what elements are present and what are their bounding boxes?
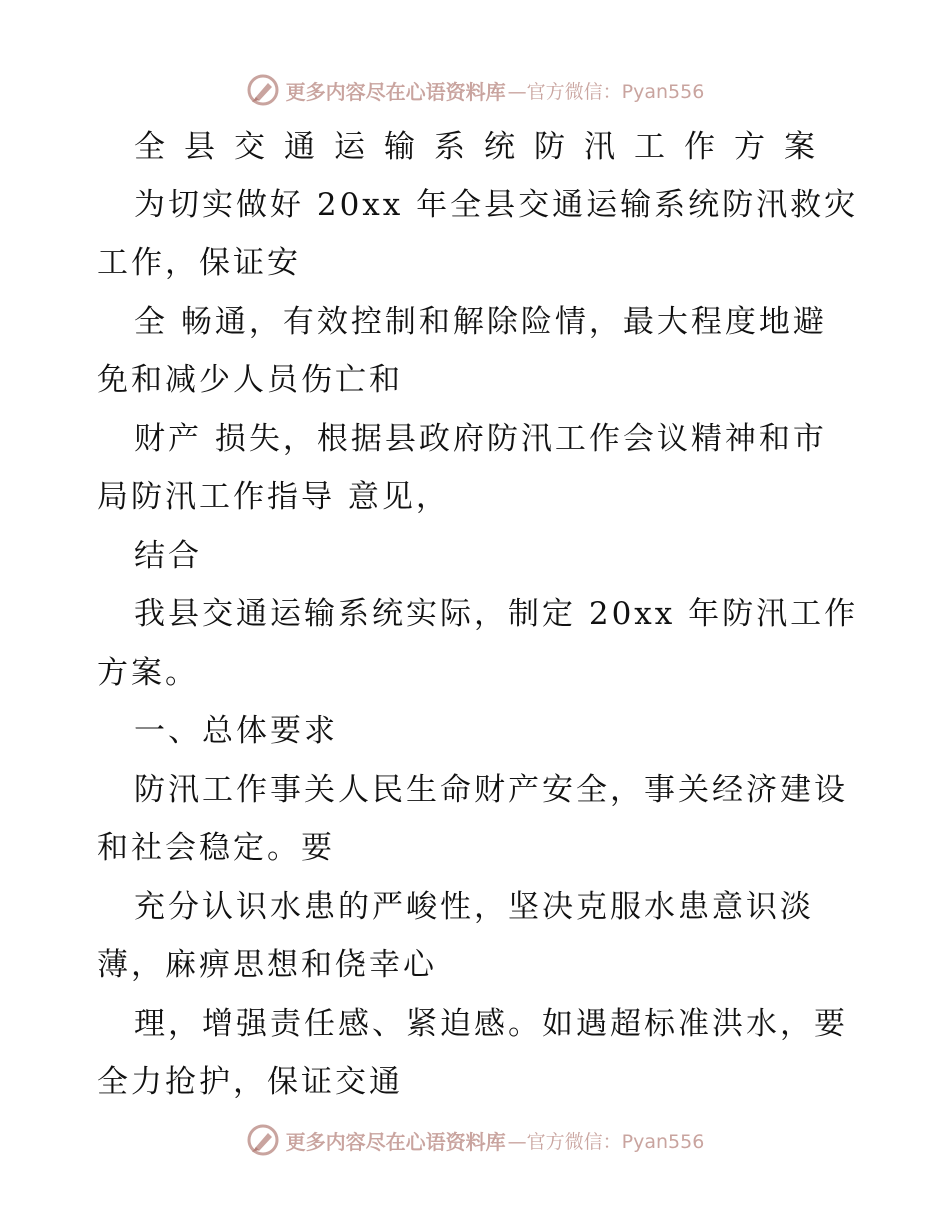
paragraph-line: 为切实做好 20xx 年全县交通运输系统防汛救灾 xyxy=(134,187,859,223)
pen-nib-circle-icon xyxy=(246,1123,280,1157)
paragraph-line: 和社会稳定。要 xyxy=(97,830,335,866)
watermark-contact: —官方微信：Pyan556 xyxy=(507,1130,705,1153)
header-watermark xyxy=(0,70,950,110)
paragraph-line: 局防汛工作指导 意见， xyxy=(97,479,450,515)
paragraph-line: 结合 xyxy=(134,538,202,574)
paragraph-line: 理，增强责任感、紧迫感。如遇超标准洪水，要 xyxy=(134,1006,848,1042)
watermark-contact: —官方微信：Pyan556 xyxy=(507,80,705,103)
document-title: 全县交通运输系统防汛工作方案 xyxy=(134,129,834,165)
paragraph-line: 全力抢护，保证交通 xyxy=(97,1064,403,1100)
paragraph-line: 财产 损失，根据县政府防汛工作会议精神和市 xyxy=(134,421,827,457)
watermark-text: 更多内容尽在心语资料库 xyxy=(285,79,506,104)
paragraph-line: 充分认识水患的严峻性，坚决克服水患意识淡 xyxy=(134,889,814,925)
watermark-text: 更多内容尽在心语资料库 xyxy=(285,1129,506,1154)
footer-watermark xyxy=(0,1120,950,1160)
section-heading: 一、总体要求 xyxy=(134,713,338,749)
paragraph-line: 方案。 xyxy=(97,655,199,691)
pen-nib-circle-icon xyxy=(246,73,280,107)
paragraph-line: 我县交通运输系统实际，制定 20xx 年防汛工作 xyxy=(134,596,859,632)
paragraph-line: 工作，保证安 xyxy=(97,245,301,281)
paragraph-line: 免和减少人员伤亡和 xyxy=(97,362,403,398)
paragraph-line: 薄，麻痹思想和侥幸心 xyxy=(97,947,437,983)
paragraph-line: 全 畅通，有效控制和解除险情，最大程度地避 xyxy=(134,304,827,340)
paragraph-line: 防汛工作事关人民生命财产安全，事关经济建设 xyxy=(134,772,848,808)
